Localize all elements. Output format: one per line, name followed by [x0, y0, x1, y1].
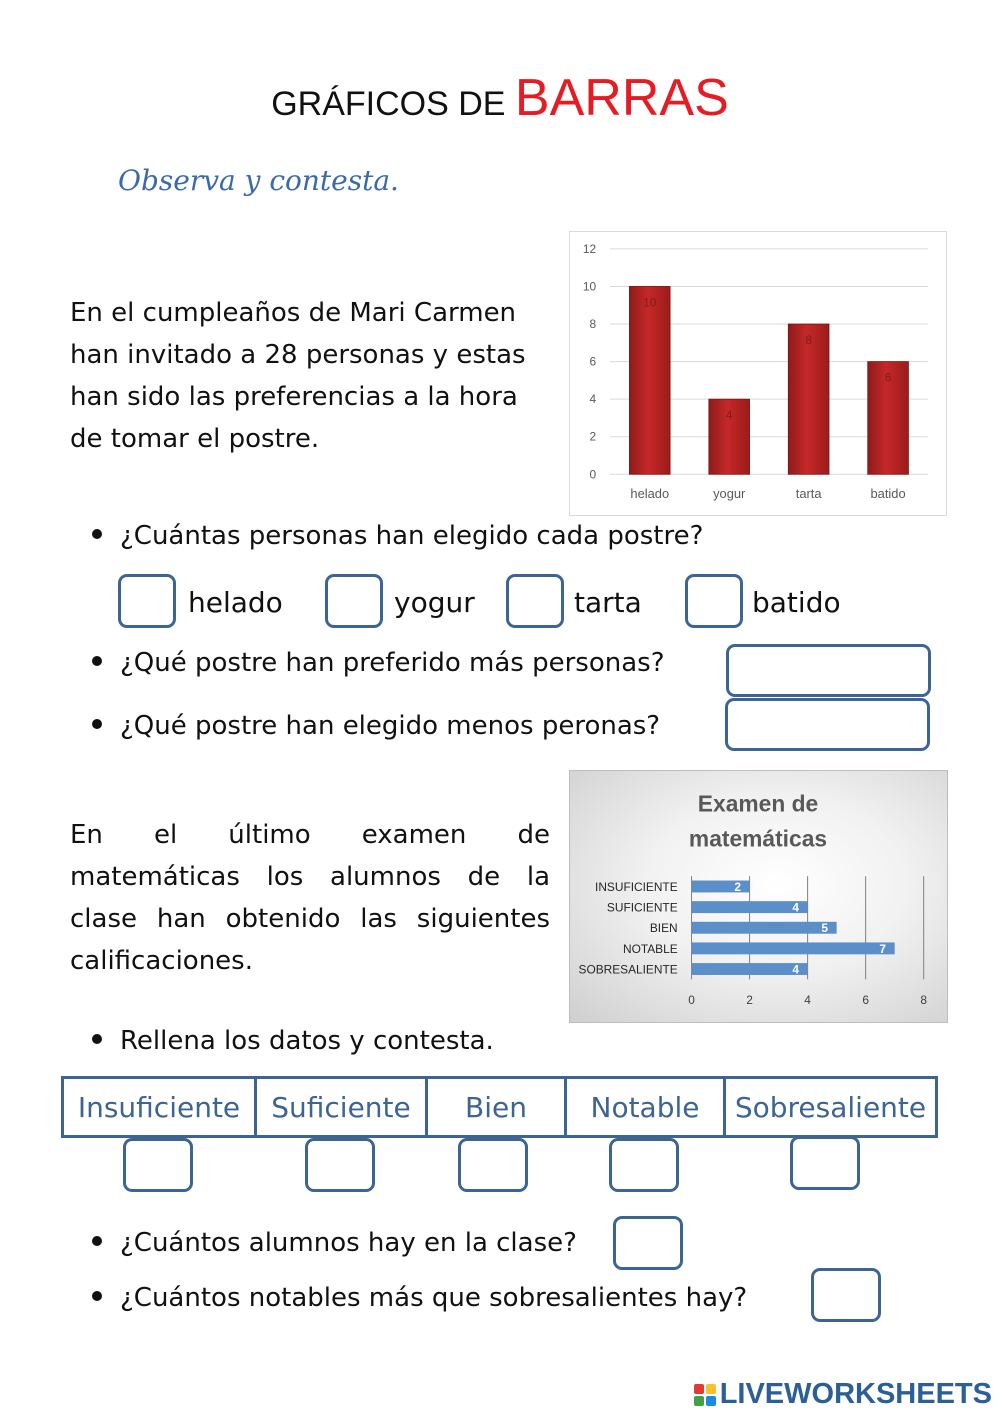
- bullet-icon: [92, 656, 102, 666]
- data-label: 2: [734, 879, 741, 894]
- answer-input-total-students[interactable]: [613, 1216, 683, 1270]
- answer-input-suficiente[interactable]: [305, 1138, 375, 1192]
- y-tick-label: NOTABLE: [623, 941, 678, 956]
- bullet-icon: [92, 719, 102, 729]
- question-text: ¿Cuántos alumnos hay en la clase?: [120, 1228, 577, 1258]
- data-label: 7: [879, 941, 887, 956]
- question-text: ¿Cuántos notables más que sobresalientes hay?: [120, 1283, 748, 1313]
- question-most-preferred: [92, 648, 665, 678]
- data-label: 4: [792, 900, 800, 915]
- question-notables-diff: [92, 1283, 747, 1313]
- y-tick-label: SOBRESALIENTE: [578, 962, 678, 977]
- desserts-bar-chart: [569, 231, 947, 516]
- option-label-helado: helado: [188, 586, 283, 619]
- bullet-icon: [92, 1236, 102, 1246]
- grade-header-notable: Notable: [567, 1079, 726, 1135]
- bullet-icon: [92, 1034, 102, 1044]
- question-least-chosen: [92, 711, 660, 741]
- bar-suficiente: [692, 901, 808, 913]
- option-label-batido: batido: [752, 586, 841, 619]
- answer-input-notable[interactable]: [609, 1138, 679, 1192]
- question-desserts-count: [92, 521, 703, 551]
- chart-title-line1: Examen de: [697, 790, 819, 817]
- logo-blocks-icon: [694, 1384, 716, 1406]
- x-tick-label: helado: [630, 486, 670, 502]
- grade-header-bien: Bien: [428, 1079, 567, 1135]
- title-accent-text: BARRAS: [514, 69, 729, 127]
- bullet-icon: [92, 1291, 102, 1301]
- y-tick-label: 8: [589, 316, 597, 331]
- data-label: 4: [725, 408, 733, 423]
- liveworksheets-logo: [694, 1378, 992, 1411]
- grades-table: [61, 1076, 938, 1138]
- data-label: 6: [884, 370, 892, 385]
- question-total-students: [92, 1228, 577, 1258]
- answer-input-bien[interactable]: [458, 1138, 528, 1192]
- answer-input-tarta[interactable]: [506, 574, 564, 628]
- bar-helado: [629, 286, 670, 474]
- answer-input-most-preferred[interactable]: [726, 644, 931, 697]
- x-tick-label: 8: [920, 993, 927, 1008]
- problem-text-desserts: En el cumpleaños de Mari Carmen han invitado a 28 personas y estas han sido las preferencias a la hora de tomar el postre.: [70, 298, 526, 454]
- answer-input-yogur[interactable]: [325, 574, 383, 628]
- page-title: [0, 68, 1000, 128]
- question-text: ¿Qué postre han elegido menos peronas?: [120, 711, 661, 741]
- x-tick-label: 4: [804, 993, 811, 1008]
- answer-input-batido[interactable]: [685, 574, 743, 628]
- grade-header-suficiente: Suficiente: [257, 1079, 428, 1135]
- instruction-text: Observa y contesta.: [118, 164, 399, 197]
- y-tick-label: 12: [582, 241, 597, 256]
- y-tick-label: 2: [589, 429, 597, 444]
- bar-bien: [692, 922, 837, 934]
- x-tick-label: tarta: [795, 486, 822, 502]
- answer-input-notables-diff[interactable]: [811, 1268, 881, 1322]
- y-tick-label: 4: [589, 392, 597, 407]
- answer-input-sobresaliente[interactable]: [790, 1136, 860, 1190]
- question-text: Rellena los datos y contesta.: [120, 1026, 494, 1056]
- chart-title-line2: matemáticas: [688, 825, 828, 852]
- question-text: ¿Qué postre han preferido más personas?: [120, 648, 665, 678]
- y-tick-label: 10: [582, 279, 597, 294]
- option-label-yogur: yogur: [394, 586, 475, 619]
- y-tick-label: 6: [589, 354, 597, 369]
- y-tick-label: 0: [589, 467, 597, 482]
- title-text: GRÁFICOS DE: [271, 85, 515, 123]
- x-tick-label: 0: [688, 993, 695, 1008]
- answer-input-least-chosen[interactable]: [725, 698, 930, 751]
- logo-text: LIVEWORKSHEETS: [719, 1378, 992, 1410]
- question-text: ¿Cuántas personas han elegido cada postre?: [120, 521, 704, 551]
- x-tick-label: yogur: [713, 486, 746, 502]
- bullet-icon: [92, 529, 102, 539]
- problem-text-exam: En el último examen de matemáticas los alumnos de la clase han obtenido las siguientes calificaciones.: [70, 820, 550, 976]
- grade-header-sobresaliente: Sobresaliente: [734, 1090, 927, 1124]
- bar-notable: [692, 942, 895, 954]
- option-label-tarta: tarta: [574, 586, 642, 619]
- x-tick-label: batido: [870, 486, 906, 502]
- answer-input-helado[interactable]: [118, 574, 176, 628]
- bar-sobresaliente: [692, 963, 808, 975]
- data-label: 8: [805, 332, 812, 347]
- exam-bar-chart: [569, 770, 948, 1023]
- data-label: 5: [821, 921, 829, 936]
- y-tick-label: SUFICIENTE: [606, 900, 678, 915]
- data-label: 4: [792, 962, 800, 977]
- grade-header-insuficiente: Insuficiente: [64, 1079, 257, 1135]
- x-tick-label: 2: [746, 993, 753, 1008]
- x-tick-label: 6: [862, 993, 869, 1008]
- instruction-fill-data: [92, 1026, 494, 1056]
- y-tick-label: INSUFICIENTE: [595, 879, 678, 894]
- y-tick-label: BIEN: [649, 921, 678, 936]
- answer-input-insuficiente[interactable]: [123, 1138, 193, 1192]
- data-label: 10: [643, 295, 657, 310]
